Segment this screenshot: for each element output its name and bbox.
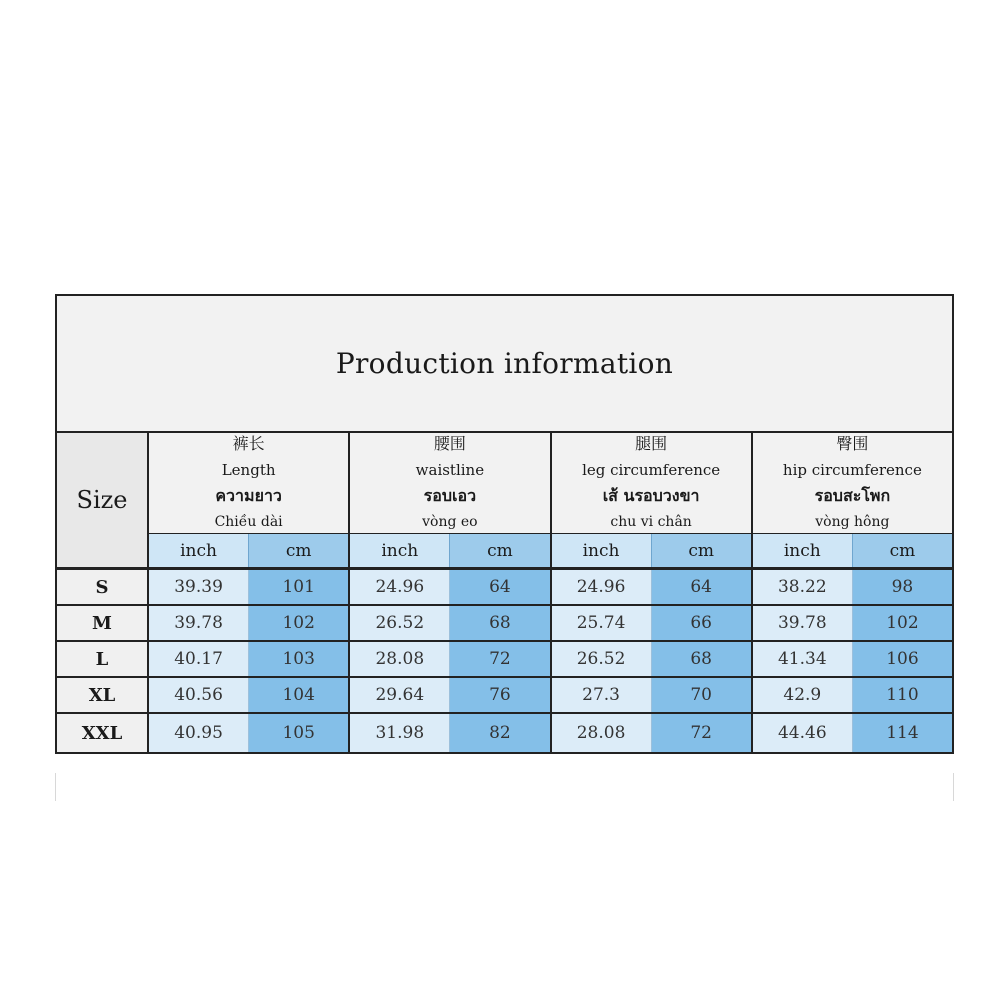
value-cell: 110 bbox=[853, 678, 952, 712]
value-cell: 102 bbox=[853, 606, 952, 640]
value-cell: 106 bbox=[853, 642, 952, 676]
value-cell: 72 bbox=[450, 642, 551, 676]
size-column-header: Size bbox=[57, 433, 149, 567]
group-label-en: leg circumference bbox=[582, 461, 721, 479]
group-leg-circumference bbox=[552, 433, 753, 567]
value-cell: 104 bbox=[249, 678, 350, 712]
unit-cm: cm bbox=[450, 534, 549, 567]
unit-inch: inch bbox=[149, 534, 249, 567]
group-label-vi: chu vi chân bbox=[610, 514, 692, 530]
value-cell: 38.22 bbox=[753, 570, 853, 604]
value-cell: 76 bbox=[450, 678, 551, 712]
table-row bbox=[57, 712, 952, 752]
value-cell: 28.08 bbox=[350, 642, 450, 676]
unit-cm: cm bbox=[249, 534, 348, 567]
chart-title-bar bbox=[57, 296, 952, 433]
value-cell: 82 bbox=[450, 714, 551, 752]
group-waistline bbox=[350, 433, 551, 567]
table-body bbox=[57, 568, 952, 752]
unit-cm: cm bbox=[853, 534, 952, 567]
value-cell: 27.3 bbox=[552, 678, 652, 712]
value-cell: 114 bbox=[853, 714, 952, 752]
table-row bbox=[57, 604, 952, 640]
table-bottom-frame bbox=[55, 773, 954, 801]
group-length bbox=[149, 433, 350, 567]
value-cell: 68 bbox=[652, 642, 753, 676]
value-cell: 42.9 bbox=[753, 678, 853, 712]
group-label-zh: 腰围 bbox=[433, 434, 466, 453]
unit-inch: inch bbox=[753, 534, 853, 567]
group-label-en: waistline bbox=[415, 461, 485, 479]
table-row bbox=[57, 676, 952, 712]
value-cell: 28.08 bbox=[552, 714, 652, 752]
value-cell: 101 bbox=[249, 570, 350, 604]
value-cell: 40.56 bbox=[149, 678, 249, 712]
value-cell: 26.52 bbox=[552, 642, 652, 676]
value-cell: 31.98 bbox=[350, 714, 450, 752]
value-cell: 105 bbox=[249, 714, 350, 752]
group-label-zh: 裤长 bbox=[232, 434, 265, 453]
table-row bbox=[57, 640, 952, 676]
size-cell: XL bbox=[57, 678, 149, 712]
unit-row bbox=[753, 534, 952, 567]
unit-row bbox=[350, 534, 549, 567]
group-label-th: รอบเอว bbox=[423, 486, 477, 505]
value-cell: 24.96 bbox=[552, 570, 652, 604]
group-label-vi: vòng hông bbox=[815, 514, 890, 530]
group-label-th: เส้ นรอบวงขา bbox=[602, 486, 700, 505]
table-row bbox=[57, 568, 952, 604]
group-label-th: ความยาว bbox=[215, 486, 282, 505]
unit-cm: cm bbox=[652, 534, 751, 567]
unit-row bbox=[552, 534, 751, 567]
group-label-vi: Chiều dài bbox=[214, 514, 283, 530]
group-row bbox=[149, 433, 952, 567]
value-cell: 64 bbox=[450, 570, 551, 604]
value-cell: 40.17 bbox=[149, 642, 249, 676]
value-cell: 68 bbox=[450, 606, 551, 640]
group-label-zh: 腿围 bbox=[635, 434, 668, 453]
group-label-th: รอบสะโพก bbox=[814, 486, 891, 505]
group-label-zh: 臀围 bbox=[836, 434, 869, 453]
value-cell: 24.96 bbox=[350, 570, 450, 604]
header-row bbox=[57, 433, 952, 568]
unit-row bbox=[149, 534, 348, 567]
value-cell: 39.78 bbox=[149, 606, 249, 640]
value-cell: 39.78 bbox=[753, 606, 853, 640]
unit-inch: inch bbox=[350, 534, 450, 567]
value-cell: 64 bbox=[652, 570, 753, 604]
value-cell: 41.34 bbox=[753, 642, 853, 676]
group-label-vi: vòng eo bbox=[422, 514, 478, 530]
size-cell: XXL bbox=[57, 714, 149, 752]
size-cell: M bbox=[57, 606, 149, 640]
value-cell: 70 bbox=[652, 678, 753, 712]
unit-inch: inch bbox=[552, 534, 652, 567]
chart-title: Production information bbox=[335, 347, 674, 380]
value-cell: 102 bbox=[249, 606, 350, 640]
value-cell: 103 bbox=[249, 642, 350, 676]
value-cell: 72 bbox=[652, 714, 753, 752]
value-cell: 25.74 bbox=[552, 606, 652, 640]
size-cell: S bbox=[57, 570, 149, 604]
measurement-groups bbox=[149, 433, 952, 567]
group-label-en: Length bbox=[221, 461, 276, 479]
size-chart bbox=[55, 294, 954, 754]
value-cell: 98 bbox=[853, 570, 952, 604]
size-cell: L bbox=[57, 642, 149, 676]
value-cell: 39.39 bbox=[149, 570, 249, 604]
value-cell: 40.95 bbox=[149, 714, 249, 752]
group-label-en: hip circumference bbox=[782, 461, 922, 479]
value-cell: 29.64 bbox=[350, 678, 450, 712]
value-cell: 26.52 bbox=[350, 606, 450, 640]
value-cell: 66 bbox=[652, 606, 753, 640]
group-hip-circumference bbox=[753, 433, 952, 567]
value-cell: 44.46 bbox=[753, 714, 853, 752]
